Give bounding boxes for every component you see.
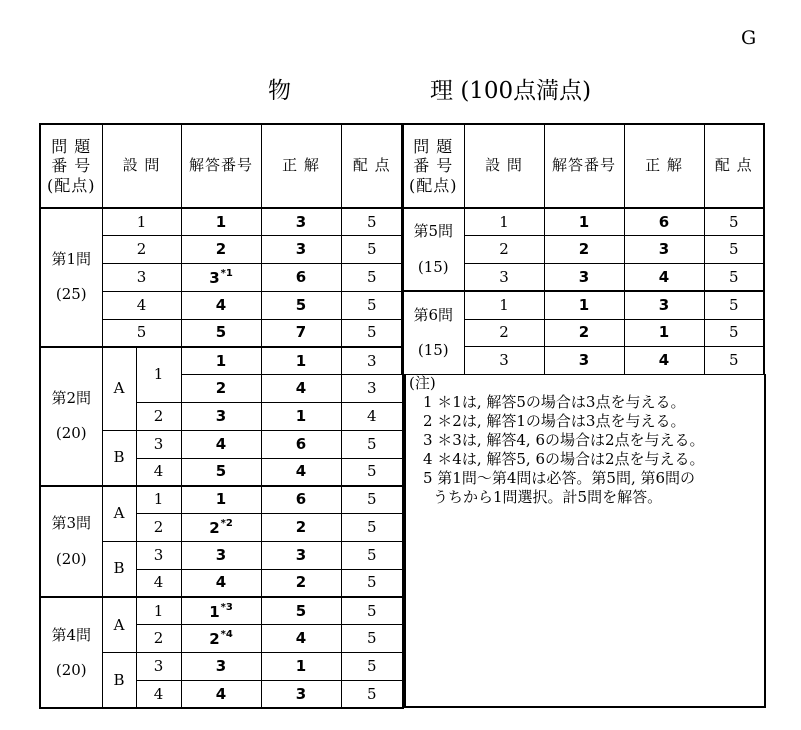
answer-number-cell: 3 [181, 653, 261, 681]
question-name: 第3問 [51, 514, 92, 533]
footnote-mark: *3 [220, 601, 233, 613]
answer-number-cell: 4 [181, 569, 261, 597]
correct-answer-cell: 1 [261, 653, 341, 681]
header-correct-right: 正 解 [624, 124, 704, 208]
question-group-cell [40, 208, 102, 347]
section-cell: B [102, 653, 136, 709]
question-name: 第4問 [51, 625, 92, 644]
footnote-mark: *2 [220, 518, 233, 530]
question-name: 第6問 [413, 306, 454, 325]
question-name: 第1問 [51, 250, 92, 269]
sub-question-cell: 2 [464, 319, 544, 347]
answer-number-cell [181, 625, 261, 653]
correct-answer-cell: 6 [261, 486, 341, 514]
correct-answer-cell: 4 [624, 347, 704, 375]
points-cell: 5 [341, 208, 403, 236]
note-continuation: うちから1問選択。計5問を解答。 [433, 488, 663, 506]
sub-question-cell: 1 [464, 208, 544, 236]
correct-answer-cell: 7 [261, 319, 341, 347]
sub-question-cell: 3 [136, 430, 181, 458]
answer-number-cell: 2 [181, 375, 261, 403]
sub-question-cell: 3 [464, 347, 544, 375]
sub-question-cell: 3 [136, 653, 181, 681]
answer-number-cell: 2 [544, 236, 624, 264]
question-group-cell [40, 347, 102, 486]
sub-question-cell: 1 [464, 291, 544, 319]
header-answer-number: 解答番号 [181, 124, 261, 208]
answer-number-cell [181, 264, 261, 292]
points-cell: 5 [341, 681, 403, 709]
title-subject-b: 理 [430, 78, 453, 104]
title-points: (100点満点) [460, 78, 592, 104]
question-group-cell [40, 597, 102, 708]
points-cell: 5 [341, 264, 403, 292]
points-cell: 5 [341, 625, 403, 653]
correct-answer-cell: 6 [261, 430, 341, 458]
correct-answer-cell: 5 [261, 597, 341, 625]
sub-question-cell: 1 [136, 597, 181, 625]
header-setsumon: 設 問 [102, 124, 181, 208]
points-cell: 3 [341, 375, 403, 403]
note-line: 3 ＊3は, 解答4, 6の場合は2点を与える。 [423, 431, 705, 449]
question-name: 第5問 [413, 222, 454, 241]
correct-answer-cell: 4 [261, 375, 341, 403]
question-score: (20) [55, 660, 87, 679]
section-cell: B [102, 430, 136, 486]
points-cell: 5 [341, 569, 403, 597]
question-group-cell [402, 208, 464, 291]
header-question-number-right: 問 題 番 号 (配点) [402, 124, 464, 208]
sub-question-cell: 3 [102, 264, 181, 292]
correct-answer-cell: 3 [624, 236, 704, 264]
points-cell: 5 [704, 208, 764, 236]
header-setsumon-right: 設 問 [464, 124, 544, 208]
correct-answer-cell: 3 [624, 291, 704, 319]
sub-question-cell: 2 [464, 236, 544, 264]
sub-question-cell: 1 [136, 347, 181, 403]
points-cell: 5 [341, 486, 403, 514]
answer-table-right [401, 123, 765, 375]
answer-number-cell: 4 [181, 291, 261, 319]
answer-number-cell [181, 514, 261, 542]
points-cell: 5 [704, 319, 764, 347]
answer-number-cell: 1 [181, 208, 261, 236]
correct-answer-cell: 3 [261, 681, 341, 709]
notes-heading: (注) [409, 374, 436, 392]
notes-panel [404, 374, 766, 708]
answer-number-value: 1 [209, 602, 220, 621]
title-subject-a: 物 [268, 78, 291, 104]
points-cell: 5 [704, 347, 764, 375]
sub-question-cell: 2 [136, 403, 181, 431]
section-cell: B [102, 542, 136, 598]
sub-question-cell: 4 [136, 458, 181, 486]
points-cell: 5 [341, 597, 403, 625]
points-cell: 5 [341, 653, 403, 681]
points-cell: 5 [341, 430, 403, 458]
header-correct: 正 解 [261, 124, 341, 208]
note-line: 1 ＊1は, 解答5の場合は3点を与える。 [423, 393, 686, 411]
header-answer-number-right: 解答番号 [544, 124, 624, 208]
answer-number-cell: 4 [181, 681, 261, 709]
sub-question-cell: 1 [136, 486, 181, 514]
correct-answer-cell: 3 [261, 542, 341, 570]
sub-question-cell: 2 [136, 514, 181, 542]
correct-answer-cell: 3 [261, 208, 341, 236]
points-cell: 4 [341, 403, 403, 431]
question-score: (15) [417, 341, 449, 360]
answer-number-cell: 1 [544, 208, 624, 236]
answer-number-cell: 1 [181, 347, 261, 375]
question-group-cell [40, 486, 102, 597]
answer-number-cell: 3 [544, 264, 624, 292]
points-cell: 5 [704, 236, 764, 264]
correct-answer-cell: 6 [261, 264, 341, 292]
question-group-cell [402, 291, 464, 374]
sub-question-cell: 2 [102, 236, 181, 264]
sub-question-cell: 4 [136, 681, 181, 709]
points-cell: 5 [341, 236, 403, 264]
points-cell: 5 [704, 264, 764, 292]
sub-question-cell: 1 [102, 208, 181, 236]
answer-number-cell: 5 [181, 458, 261, 486]
correct-answer-cell: 4 [261, 458, 341, 486]
section-cell: A [102, 597, 136, 653]
points-cell: 5 [341, 514, 403, 542]
points-cell: 5 [341, 458, 403, 486]
note-line: 5 第1問～第4問は必答。第5問, 第6問の [423, 469, 696, 487]
header-question-number: 問 題 番 号 (配点) [40, 124, 102, 208]
correct-answer-cell: 1 [261, 347, 341, 375]
answer-table-left [39, 123, 404, 709]
sub-question-cell: 2 [136, 625, 181, 653]
correct-answer-cell: 5 [261, 291, 341, 319]
footnote-mark: *1 [220, 267, 233, 279]
page-title [268, 72, 591, 105]
answer-number-cell: 3 [181, 403, 261, 431]
question-score: (20) [55, 549, 87, 568]
sub-question-cell: 5 [102, 319, 181, 347]
answer-number-cell: 3 [544, 347, 624, 375]
answer-number-cell: 5 [181, 319, 261, 347]
question-score: (20) [55, 424, 87, 443]
answer-number-cell: 3 [181, 542, 261, 570]
correct-answer-cell: 3 [261, 236, 341, 264]
answer-number-cell: 2 [181, 236, 261, 264]
note-line: 4 ＊4は, 解答5, 6の場合は2点を与える。 [423, 450, 705, 468]
header-points-right: 配 点 [704, 124, 764, 208]
note-line: 2 ＊2は, 解答1の場合は3点を与える。 [423, 412, 686, 430]
correct-answer-cell: 2 [261, 514, 341, 542]
footnote-mark: *4 [220, 629, 233, 641]
points-cell: 5 [341, 319, 403, 347]
question-name: 第2問 [51, 389, 92, 408]
answer-number-cell: 1 [544, 291, 624, 319]
correct-answer-cell: 1 [261, 403, 341, 431]
sub-question-cell: 3 [136, 542, 181, 570]
points-cell: 5 [341, 291, 403, 319]
points-cell: 5 [341, 542, 403, 570]
answer-number-value: 2 [209, 519, 220, 538]
answer-number-cell [181, 597, 261, 625]
answer-number-cell: 2 [544, 319, 624, 347]
points-cell: 3 [341, 347, 403, 375]
sub-question-cell: 4 [102, 291, 181, 319]
correct-answer-cell: 6 [624, 208, 704, 236]
answer-number-value: 3 [209, 268, 220, 287]
question-score: (25) [55, 285, 87, 304]
page-corner-label: G [741, 27, 757, 49]
header-points: 配 点 [341, 124, 403, 208]
correct-answer-cell: 4 [261, 625, 341, 653]
section-cell: A [102, 486, 136, 542]
section-cell: A [102, 347, 136, 430]
answer-number-value: 2 [209, 630, 220, 649]
sub-question-cell: 3 [464, 264, 544, 292]
question-score: (15) [417, 257, 449, 276]
correct-answer-cell: 1 [624, 319, 704, 347]
correct-answer-cell: 2 [261, 569, 341, 597]
answer-number-cell: 1 [181, 486, 261, 514]
answer-number-cell: 4 [181, 430, 261, 458]
correct-answer-cell: 4 [624, 264, 704, 292]
sub-question-cell: 4 [136, 569, 181, 597]
points-cell: 5 [704, 291, 764, 319]
